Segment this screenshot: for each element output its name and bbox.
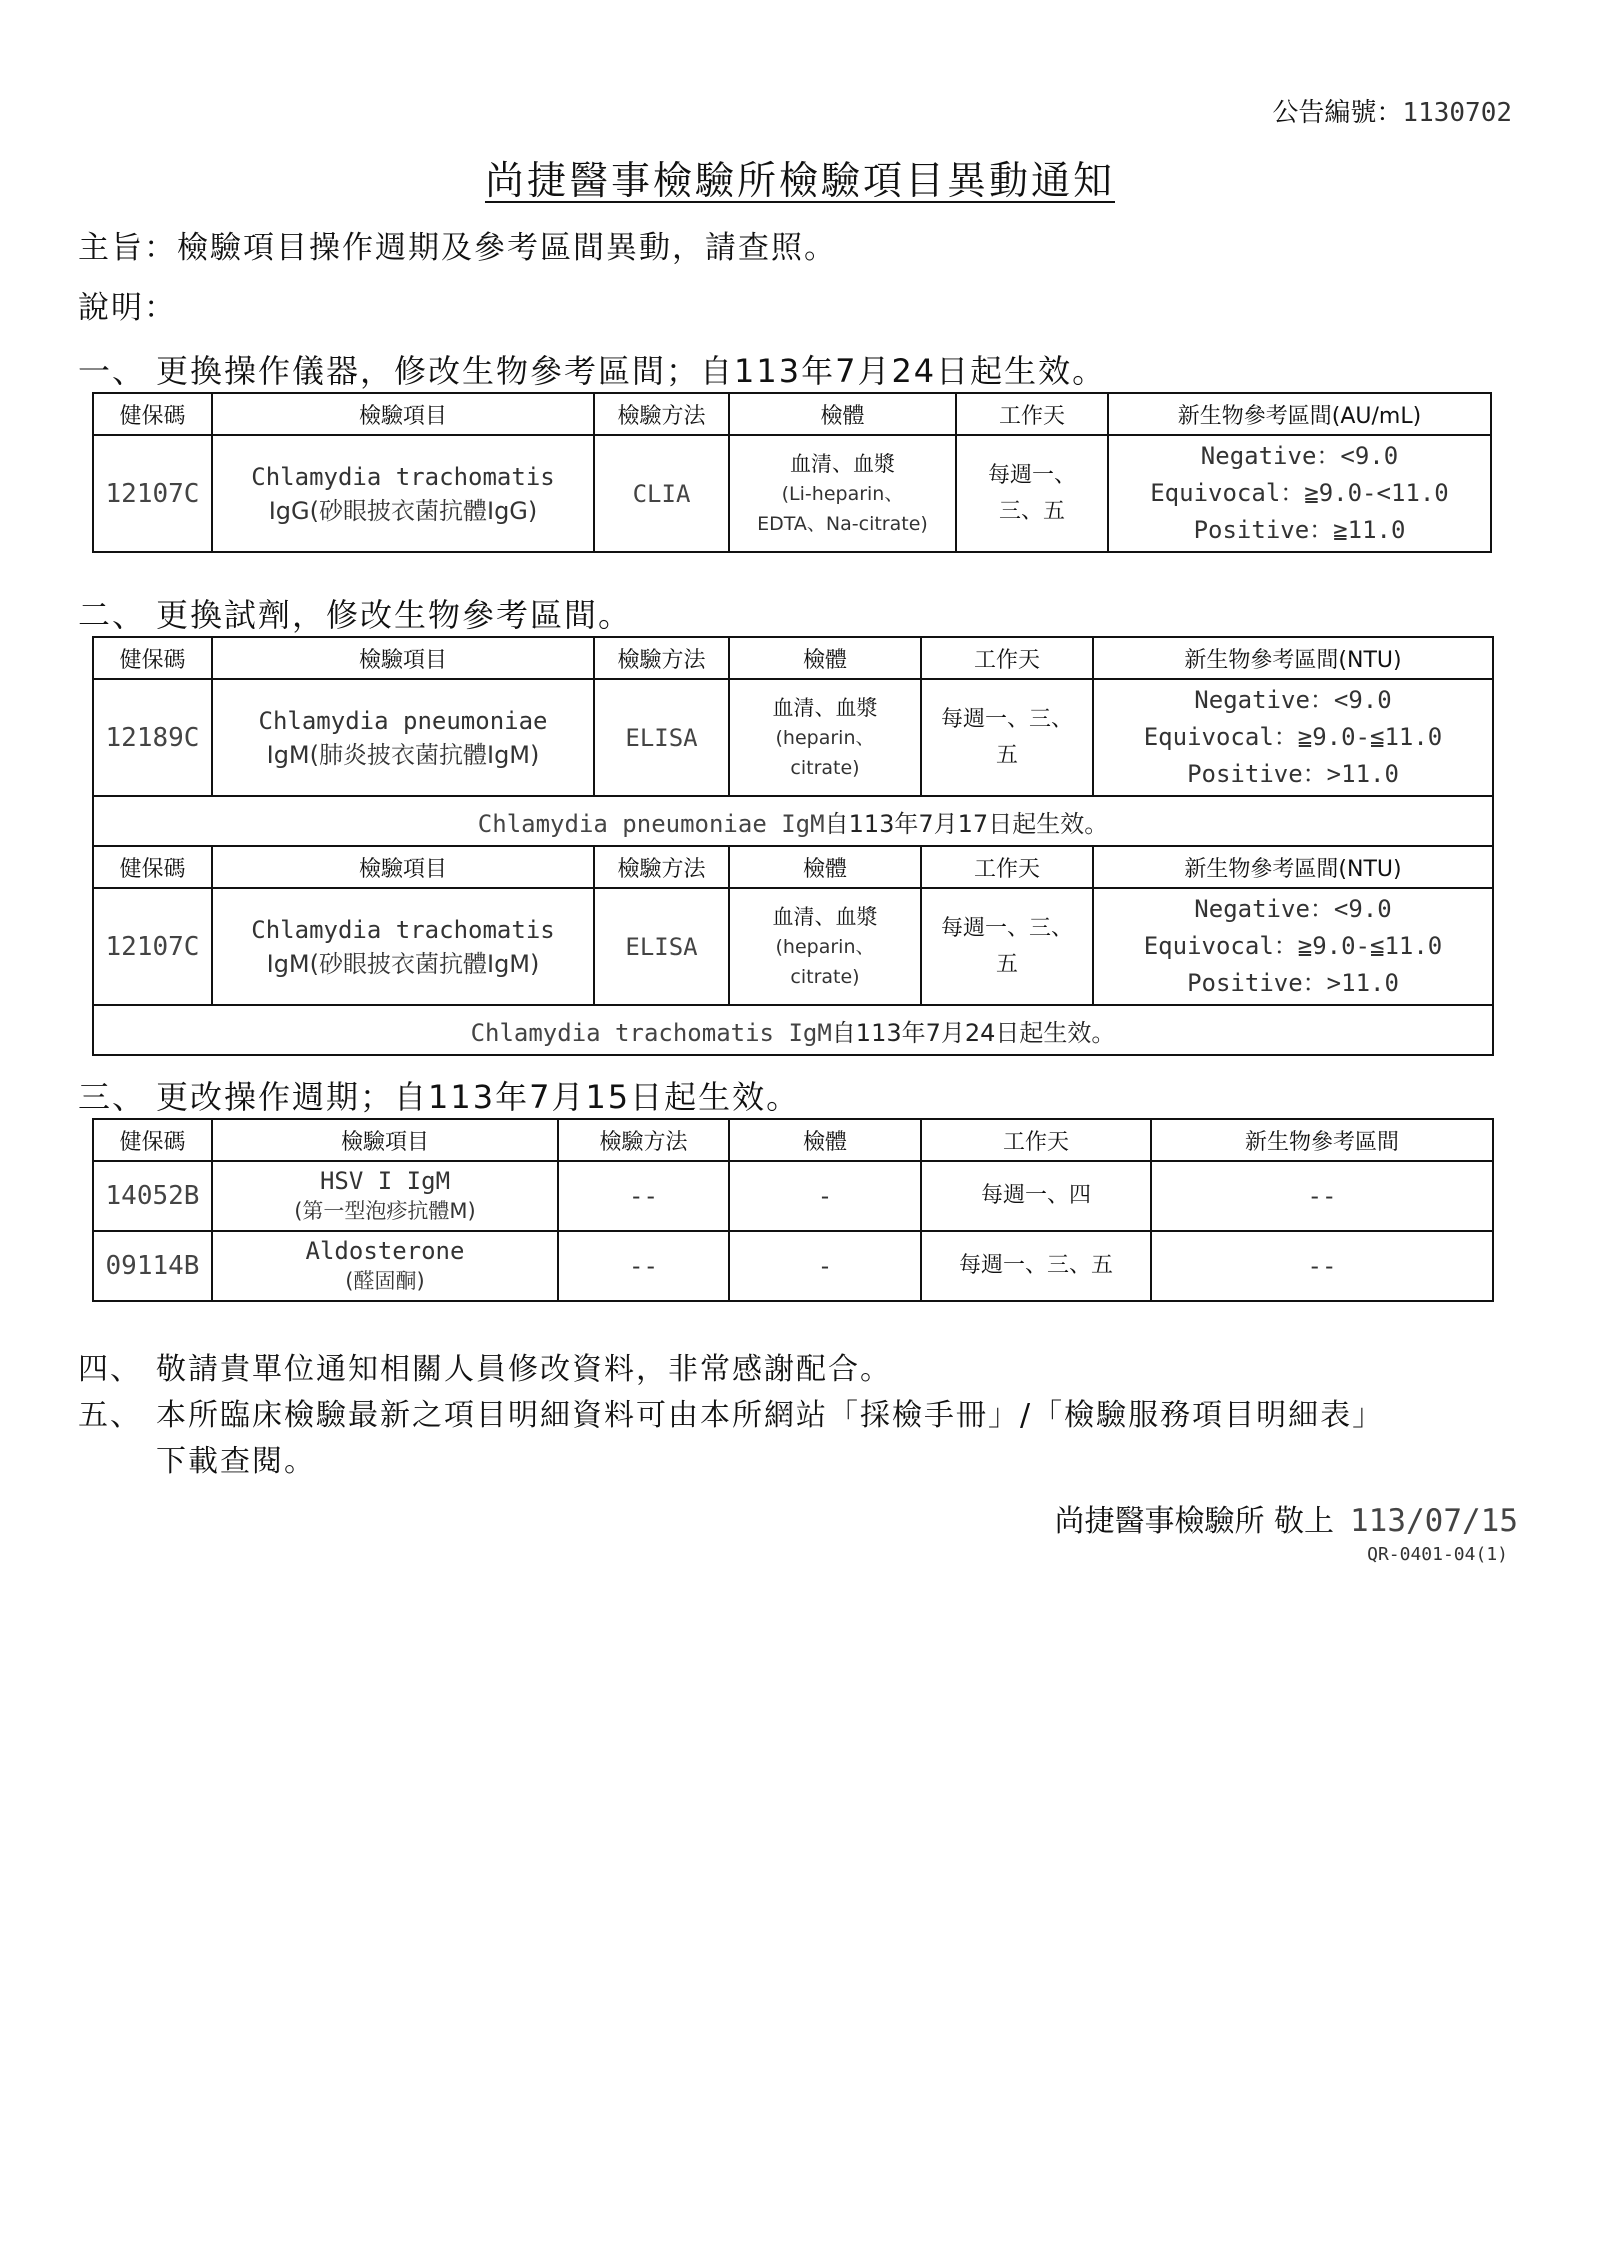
test-method: CLIA: [594, 435, 729, 552]
section-1-title: 更換操作儀器，修改生物參考區間；自113年7月24日起生效。: [156, 352, 1107, 390]
col-header: 新生物參考區間(NTU): [1093, 846, 1493, 888]
col-header: 工作天: [921, 846, 1093, 888]
test-method: --: [558, 1161, 729, 1231]
section-2-table: [92, 636, 1494, 1056]
effective-date-note: [93, 1005, 1493, 1055]
reference-range: [1093, 679, 1493, 796]
table-row: [93, 679, 1493, 796]
table-row: [93, 1161, 1493, 1231]
insurance-code: 12107C: [93, 888, 212, 1005]
col-header: 工作天: [956, 393, 1108, 435]
table-header-row: [93, 846, 1493, 888]
effective-date-item: Chlamydia pneumoniae IgM: [477, 809, 825, 838]
specimen-detail: EDTA、Na-citrate): [757, 512, 928, 535]
specimen-detail: citrate): [790, 756, 860, 779]
closing-note-4: [78, 1344, 892, 1388]
reference-range: --: [1151, 1231, 1493, 1301]
ref-equivocal: Equivocal：≧9.0-<11.0: [1150, 479, 1449, 507]
col-header: 新生物參考區間(NTU): [1093, 637, 1493, 679]
specimen: -: [729, 1161, 921, 1231]
test-item-en: Aldosterone: [305, 1237, 465, 1265]
working-days-line: 五: [995, 951, 1018, 977]
section-3-table: [92, 1118, 1494, 1302]
specimen-type: 血清、血漿: [772, 904, 878, 929]
test-item-zh: IgG(砂眼披衣菌抗體IgG): [268, 496, 538, 525]
effective-date-row: [93, 1005, 1493, 1055]
specimen-detail: (Li-heparin、: [781, 482, 904, 505]
specimen-detail: citrate): [790, 965, 860, 988]
ref-negative: Negative：<9.0: [1194, 895, 1392, 923]
section-1-index: 一、: [78, 352, 147, 390]
col-header: 新生物參考區間(AU/mL): [1108, 393, 1491, 435]
document-title-text: 尚捷醫事檢驗所檢驗項目異動通知: [484, 159, 1115, 204]
working-days: [921, 888, 1093, 1005]
test-item: [212, 435, 594, 552]
test-item: [212, 1231, 558, 1301]
notice-number-label: 公告編號：: [1272, 98, 1403, 128]
section-2-title: 更換試劑，修改生物參考區間。: [156, 596, 633, 634]
section-3-title: 更改操作週期；自113年7月15日起生效。: [156, 1078, 801, 1116]
reference-range: [1108, 435, 1491, 552]
working-days-line: 每週一、三、: [940, 915, 1073, 941]
specimen-type: 血清、血漿: [790, 451, 895, 476]
specimen: [729, 435, 956, 552]
working-days: 每週一、三、五: [921, 1231, 1151, 1301]
form-code: QR-0401-04(1): [1367, 1544, 1508, 1565]
test-item-zh: IgM(砂眼披衣菌抗體IgM): [266, 949, 540, 978]
col-header: 健保碼: [93, 846, 212, 888]
signature: [1054, 1496, 1518, 1540]
test-item-en: Chlamydia trachomatis: [251, 915, 555, 944]
table-header-row: [93, 393, 1491, 435]
table-row: [93, 888, 1493, 1005]
col-header: 工作天: [921, 637, 1093, 679]
test-item-zh: IgM(肺炎披衣菌抗體IgM): [266, 740, 540, 769]
closing-note-5: [78, 1390, 1384, 1434]
col-header: 新生物參考區間: [1151, 1119, 1493, 1161]
test-item: [212, 1161, 558, 1231]
signature-text: 尚捷醫事檢驗所 敬上: [1054, 1504, 1335, 1539]
closing-note-index: 四、: [78, 1352, 142, 1387]
working-days-line: 每週一、: [987, 462, 1076, 488]
insurance-code: 09114B: [93, 1231, 212, 1301]
reference-range: [1093, 888, 1493, 1005]
test-item-zh: (第一型泡疹抗體M): [294, 1199, 476, 1223]
document-title: [0, 150, 1600, 206]
col-header: 健保碼: [93, 1119, 212, 1161]
col-header: 檢驗方法: [594, 637, 729, 679]
table-row: [93, 435, 1491, 552]
col-header: 檢體: [729, 846, 921, 888]
col-header: 檢體: [729, 1119, 921, 1161]
specimen: [729, 888, 921, 1005]
ref-positive: Positive：>11.0: [1187, 760, 1399, 788]
closing-note-5-continued: 下載查閱。: [156, 1444, 316, 1479]
working-days: [921, 679, 1093, 796]
col-header: 檢驗方法: [594, 846, 729, 888]
notice-number: [1272, 92, 1512, 129]
working-days: [956, 435, 1108, 552]
section-3-heading: [78, 1072, 800, 1118]
closing-note-text: 本所臨床檢驗最新之項目明細資料可由本所網站「採檢手冊」/「檢驗服務項目明細表」: [156, 1398, 1385, 1433]
section-2-index: 二、: [78, 596, 147, 634]
test-item-en: Chlamydia pneumoniae: [258, 706, 548, 735]
col-header: 檢驗項目: [212, 393, 594, 435]
insurance-code: 14052B: [93, 1161, 212, 1231]
col-header: 檢體: [729, 393, 956, 435]
section-3-index: 三、: [78, 1078, 147, 1116]
table-header-row: [93, 637, 1493, 679]
insurance-code: 12107C: [93, 435, 212, 552]
closing-note-text: 敬請貴單位通知相關人員修改資料，非常感謝配合。: [156, 1352, 892, 1387]
specimen-type: 血清、血漿: [772, 695, 878, 720]
working-days-line: 每週一、三、: [940, 706, 1073, 732]
subject-line: 主旨：檢驗項目操作週期及參考區間異動，請查照。: [78, 230, 837, 266]
test-method: --: [558, 1231, 729, 1301]
ref-equivocal: Equivocal：≧9.0-≦11.0: [1143, 932, 1443, 960]
test-method: ELISA: [594, 679, 729, 796]
col-header: 檢驗方法: [558, 1119, 729, 1161]
col-header: 工作天: [921, 1119, 1151, 1161]
effective-date-row: [93, 796, 1493, 846]
effective-date-text: 自113年7月24日起生效。: [831, 1018, 1116, 1047]
effective-date-item: Chlamydia trachomatis IgM: [470, 1018, 832, 1047]
table-header-row: [93, 1119, 1493, 1161]
specimen: [729, 679, 921, 796]
col-header: 健保碼: [93, 393, 212, 435]
table-row: [93, 1231, 1493, 1301]
col-header: 檢驗項目: [212, 846, 594, 888]
effective-date-text: 自113年7月17日起生效。: [824, 809, 1109, 838]
test-item: [212, 888, 594, 1005]
section-1-heading: [78, 346, 1106, 392]
closing-note-index: 五、: [78, 1398, 142, 1433]
col-header: 檢驗方法: [594, 393, 729, 435]
section-1-table: [92, 392, 1492, 553]
section-2-heading: [78, 590, 632, 636]
insurance-code: 12189C: [93, 679, 212, 796]
specimen: -: [729, 1231, 921, 1301]
test-item-en: HSV I IgM: [319, 1167, 451, 1195]
specimen-detail: (heparin、: [775, 726, 875, 749]
working-days: 每週一、四: [921, 1161, 1151, 1231]
working-days-line: 五: [995, 742, 1018, 768]
col-header: 檢驗項目: [212, 637, 594, 679]
ref-positive: Positive：>11.0: [1187, 969, 1399, 997]
test-item-en: Chlamydia trachomatis: [251, 462, 555, 491]
ref-equivocal: Equivocal：≧9.0-≦11.0: [1143, 723, 1443, 751]
ref-negative: Negative：<9.0: [1194, 686, 1392, 714]
col-header: 檢驗項目: [212, 1119, 558, 1161]
effective-date-note: [93, 796, 1493, 846]
col-header: 健保碼: [93, 637, 212, 679]
notice-number-value: 1130702: [1402, 98, 1512, 128]
reference-range: --: [1151, 1161, 1493, 1231]
ref-negative: Negative：<9.0: [1200, 442, 1399, 470]
signature-date: 113/07/15: [1350, 1503, 1518, 1539]
test-method: ELISA: [594, 888, 729, 1005]
test-item: [212, 679, 594, 796]
col-header: 檢體: [729, 637, 921, 679]
test-item-zh: (醛固酮): [345, 1269, 425, 1293]
working-days-line: 三、五: [998, 498, 1065, 524]
ref-positive: Positive：≧11.0: [1193, 516, 1406, 544]
description-label: 說明：: [78, 290, 177, 326]
specimen-detail: (heparin、: [775, 935, 875, 958]
